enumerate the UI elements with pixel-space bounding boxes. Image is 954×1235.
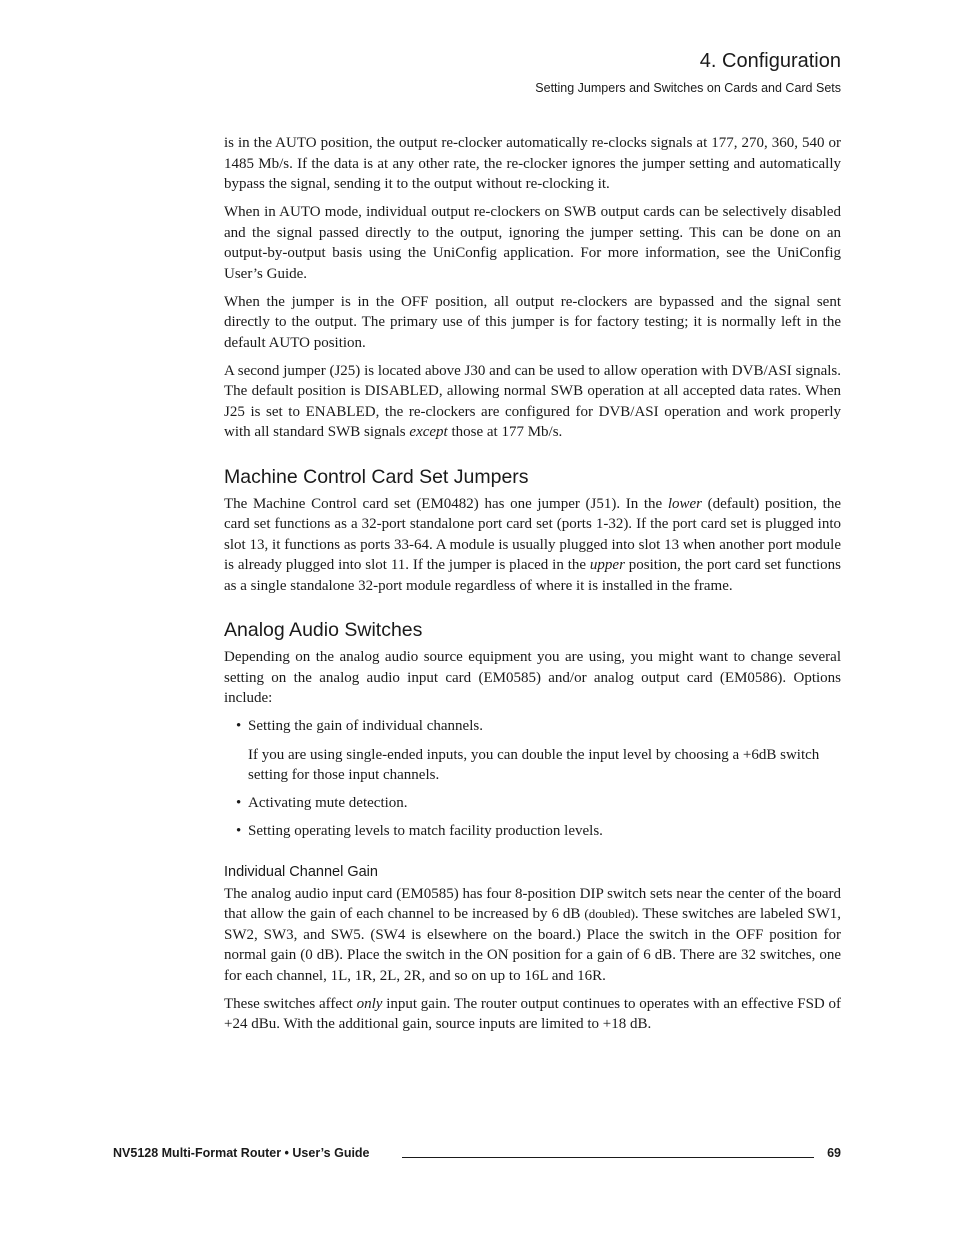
list-item [224, 716, 841, 786]
list-item-subtext: If you are using single-ended inputs, you can double the input level by choosing a +6dB switch setting for those input channels. [248, 746, 820, 783]
paragraph-second-jumper [224, 361, 841, 443]
text-run: . These switches are labeled SW1, SW2, SW3, and SW5. (SW4 is elsewhere on the board.) Place the switch in the OFF position for normal gain (0 dB). Place the switch in the ON position for a gain of 6 dB. There are 32 switches, one for each channel, 1L, 1R, 2L, 2R, and so on up to 16L and 16R. [224, 906, 841, 984]
paragraph-off-position: When the jumper is in the OFF position, all output re-clockers are bypassed and the signal sent directly to the output. The primary use of this jumper is for factory testing; it is normally left in the default AUTO position. [224, 293, 841, 351]
footer-divider [402, 1157, 814, 1158]
paragraph-reclocker-auto: is in the AUTO position, the output re-clocker automatically re-clocks signals at 177, 270, 360, 540 or 1485 Mb/s. If the data is at any other rate, the re-clocker ignores the jumper setting and automatically bypass the signal, sending it to the output without re-clocking it. [224, 135, 841, 192]
paragraph-machine-control [224, 494, 841, 597]
text-run: those at 177 Mb/s. [447, 424, 563, 440]
page-number: 69 [827, 1146, 841, 1160]
options-list [224, 716, 841, 842]
bullet-icon: • [236, 718, 242, 734]
heading-channel-gain: Individual Channel Gain [224, 863, 378, 880]
list-item-text: Activating mute detection. [248, 795, 408, 811]
emphasis-except: except [409, 424, 448, 440]
list-item-text: Setting operating levels to match facility production levels. [248, 823, 603, 839]
list-item [224, 821, 841, 842]
paragraph-switch-effect [224, 994, 841, 1035]
text-run: The analog audio input card (EM0585) has four 8-position DIP switch sets near the center of the board that allow the gain of each channel to be increased by 6 dB [224, 885, 841, 922]
list-item [224, 793, 841, 814]
paragraph-channel-gain [224, 884, 841, 987]
text-doubled: (doubled) [584, 906, 635, 921]
section-subtitle: Setting Jumpers and Switches on Cards and Card Sets [535, 81, 841, 95]
heading-analog-audio: Analog Audio Switches [224, 619, 423, 641]
text-run: These switches affect [224, 995, 357, 1012]
bullet-icon: • [236, 823, 242, 839]
emphasis-upper: upper [589, 557, 625, 573]
text-run: The Machine Control card set (EM0482) has one jumper (J51). In the [224, 495, 668, 512]
text-run: A second jumper (J25) is located above J30 and can be used to allow operation with DVB/ASI signals. The default position is DISABLED, allowing normal SWB operation at all accepted data rates. When J25 is set to ENABLED, the re-clockers are configured for DVB/ASI operation and work properly with all standard SWB signals [224, 362, 841, 440]
list-item-text: Setting the gain of individual channels. [248, 718, 483, 734]
page-content [224, 133, 841, 1042]
text-run: position, the port card set functions as a single standalone 32-port module regardless of where it is installed in the frame. [224, 557, 841, 594]
emphasis-lower: lower [667, 495, 703, 512]
emphasis-only: only [356, 995, 383, 1012]
paragraph-analog-intro: Depending on the analog audio source equipment you are using, you might want to change several setting on the analog audio input card (EM0585) and/or analog output card (EM0586). Options include: [224, 649, 841, 706]
chapter-title: 4. Configuration [699, 50, 841, 72]
footer-title: NV5128 Multi-Format Router • User’s Guide [113, 1146, 370, 1160]
text-run: (default) position, the card set functions as a 32-port standalone port card set (ports 1-32). If the port card set is plugged into slot 13, it functions as ports 33-64. A module is usually plugged into slot 13 when another port module is already plugged into slot 11. If the jumper is placed in the [224, 495, 841, 573]
heading-machine-control: Machine Control Card Set Jumpers [224, 465, 529, 488]
bullet-icon: • [236, 795, 242, 811]
paragraph-auto-mode: When in AUTO mode, individual output re-clockers on SWB output cards can be selectively disabled and the signal passed directly to the output, ignoring the jumper setting. This can be done on an output-by-output basis using the UniConfig application. For more information, see the UniConfig User’s Guide. [224, 204, 841, 282]
text-run: input gain. The router output continues to operates with an effective FSD of +24 dBu. With the additional gain, source inputs are limited to +18 dB. [224, 995, 841, 1032]
